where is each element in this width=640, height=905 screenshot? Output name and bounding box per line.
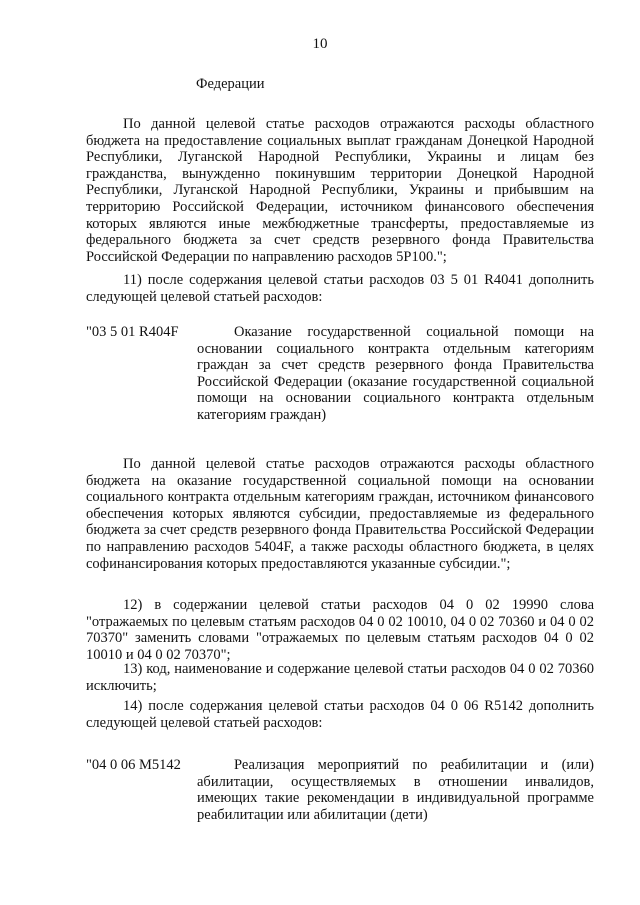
paragraph-6: 14) после содержания целевой статьи расходов 04 0 06 R5142 дополнить следующей целевой статьей расходов:	[86, 698, 594, 731]
code-entry-2-code: "04 0 06 M5142	[86, 757, 181, 773]
paragraph-2: 11) после содержания целевой статьи расходов 03 5 01 R4041 дополнить следующей целевой статьей расходов:	[86, 272, 594, 305]
code-entry-2-description: Реализация мероприятий по реабилитации и (или) абилитации, осуществляемых в отношении инвалидов, имеющих такие рекомендации в индивидуальной программе реабилитации или абилитации (дети)	[197, 757, 594, 823]
paragraph-4: 12) в содержании целевой статьи расходов 04 0 02 19990 слова "отражаемых по целевым статьям расходов 04 0 02 10010, 04 0 02 70360 и 04 0 02 70370" заменить словами "отражаемых по целевым статьям расходов 04 0 02 10010 и 04 0 02 70370";	[86, 597, 594, 663]
code-entry-1-code: "03 5 01 R404F	[86, 324, 179, 340]
paragraph-5: 13) код, наименование и содержание целевой статьи расходов 04 0 02 70360 исключить;	[86, 661, 594, 694]
page-number: 10	[312, 36, 328, 52]
code-entry-1-description: Оказание государственной социальной помощи на основании социального контракта отдельным категориям граждан за счет средств резервного фонда Правительства Российской Федерации (оказание государственной социальной помощи на основании социального контракта отдельным категориям граждан)	[197, 324, 594, 423]
paragraph-1: По данной целевой статье расходов отражаются расходы областного бюджета на предоставление социальных выплат гражданам Донецкой Народной Республики, Луганской Народной Республики, Украины и лицам без гражданства, вынужденно покинувшим территории Донецкой Народной Республики, Луганской Народной Республики, Украины и прибывшим на территорию Российской Федерации, источником финансового обеспечения которых являются иные межбюджетные трансферты, предоставляемые из федерального бюджета за счет средств резервного фонда Правительства Российской Федерации по направлению расходов 5Р100.";	[86, 116, 594, 265]
continuation-word: Федерации	[196, 76, 265, 92]
paragraph-3: По данной целевой статье расходов отражаются расходы областного бюджета на оказание государственной социальной помощи на основании социального контракта отдельным категориям граждан, источником финансового обеспечения которых являются субсидии, предоставляемые из федерального бюджета за счет средств резервного фонда Правительства Российской Федерации по направлению расходов 5404F, а также расходы областного бюджета, в целях софинансирования которых предоставляются указанные субсидии.";	[86, 456, 594, 572]
